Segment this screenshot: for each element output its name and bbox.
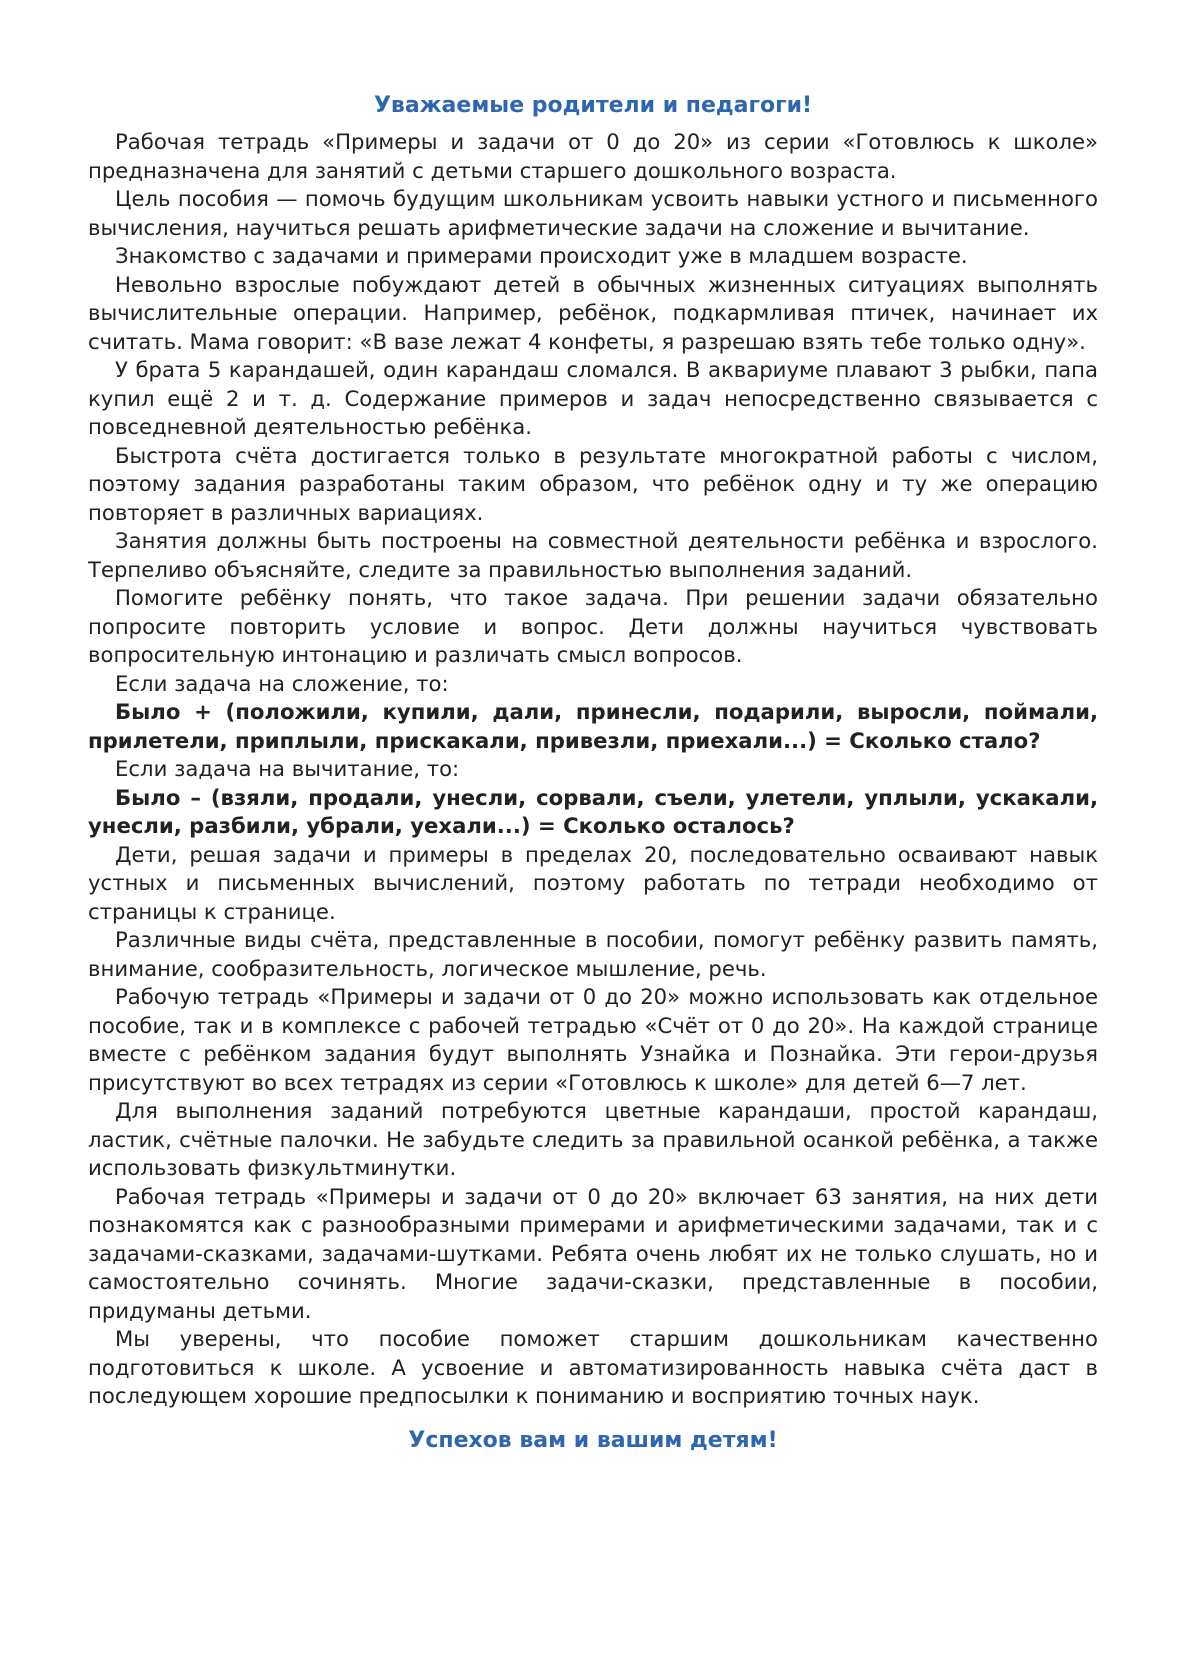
document-page — [88, 92, 1098, 1455]
paragraph: Различные виды счёта, представленные в пособии, помогут ребёнку развить память, внимание, сообразительность, логическое мышление, речь. — [88, 927, 1098, 981]
formula-paragraph: Было + (положили, купили, дали, принесли, подарили, выросли, поймали, прилетели, приплыли, прискакали, привезли, приехали...) = Сколько стало? — [88, 699, 1098, 753]
closing-line: Успехов вам и вашим детям! — [408, 1427, 778, 1453]
paragraph: Мы уверены, что пособие поможет старшим дошкольникам качественно подготовиться к школе. А усвоение и автоматизированность навыка счёта даст в последующем хорошие предпосылки к пониманию и восприятию точных наук. — [88, 1326, 1098, 1408]
paragraph: Цель пособия — помочь будущим школьникам усвоить навыки устного и письменного вычисления, научиться решать арифметические задачи на сложение и вычитание. — [88, 186, 1098, 240]
paragraph: Для выполнения заданий потребуются цветные карандаши, простой карандаш, ластик, счётные палочки. Не забудьте следить за правильной осанкой ребёнка, а также использовать физкультминутки. — [88, 1098, 1098, 1180]
paragraph: Рабочая тетрадь «Примеры и задачи от 0 до 20» из серии «Готовлюсь к школе» предназначена для занятий с детьми старшего дошкольного возраста. — [88, 129, 1098, 183]
paragraph: Рабочую тетрадь «Примеры и задачи от 0 до 20» можно использовать как отдельное пособие, так и в комплексе с рабочей тетрадью «Счёт от 0 до 20». На каждой странице вместе с ребёнком задания будут выполнять Узнайка и Познайка. Эти герои-друзья присутствуют во всех тетрадях из серии «Готовлюсь к школе» для детей 6—7 лет. — [88, 984, 1098, 1095]
paragraph: У брата 5 карандашей, один карандаш сломался. В аквариуме плавают 3 рыбки, папа купил ещё 2 и т. д. Содержание примеров и задач непосредственно связывается с повседневной деятельностью ребёнка. — [88, 357, 1098, 439]
paragraph: Быстрота счёта достигается только в результате многократной работы с числом, поэтому задания разработаны таким образом, что ребёнок одну и ту же операцию повторяет в различных вариациях. — [88, 442, 1098, 525]
paragraph: Если задача на вычитание, то: — [115, 756, 460, 781]
paragraph: Если задача на сложение, то: — [115, 670, 449, 696]
paragraph: Невольно взрослые побуждают детей в обычных жизненных ситуациях выполнять вычислительные операции. Например, ребёнок, подкармливая птичек, начинает их считать. Мама говорит: «В вазе лежат 4 конфеты, я разрешаю взять тебе только одну». — [88, 271, 1098, 354]
paragraph: Знакомство с задачами и примерами происходит уже в младшем возрасте. — [115, 243, 968, 268]
page-title: Уважаемые родители и педагоги! — [373, 93, 813, 118]
paragraph: Рабочая тетрадь «Примеры и задачи от 0 до 20» включает 63 занятия, на них дети познакомятся как с разнообразными примерами и арифметическими задачами, так и с задачами-сказками, задачами-шутками. Ребята очень любят их не только слушать, но и самостоятельно сочинять. Многие задачи-сказки, представленные в пособии, придуманы детьми. — [88, 1183, 1098, 1323]
paragraph: Помогите ребёнку понять, что такое задача. При решении задачи обязательно попросите повторить условие и вопрос. Дети должны научиться чувствовать вопросительную интонацию и различать смысл вопросов. — [88, 585, 1098, 667]
paragraph: Занятия должны быть построены на совместной деятельности ребёнка и взрослого. Терпеливо объясняйте, следите за правильностью выполнения заданий. — [88, 528, 1098, 582]
paragraph: Дети, решая задачи и примеры в пределах 20, последовательно осваивают навык устных и письменных вычислений, поэтому работать по тетради необходимо от страницы к странице. — [88, 841, 1098, 924]
formula-paragraph: Было – (взяли, продали, унесли, сорвали, съели, улетели, уплыли, ускакали, унесли, разбили, убрали, уехали...) = Сколько осталось? — [88, 784, 1098, 838]
body-text — [88, 128, 1098, 1411]
